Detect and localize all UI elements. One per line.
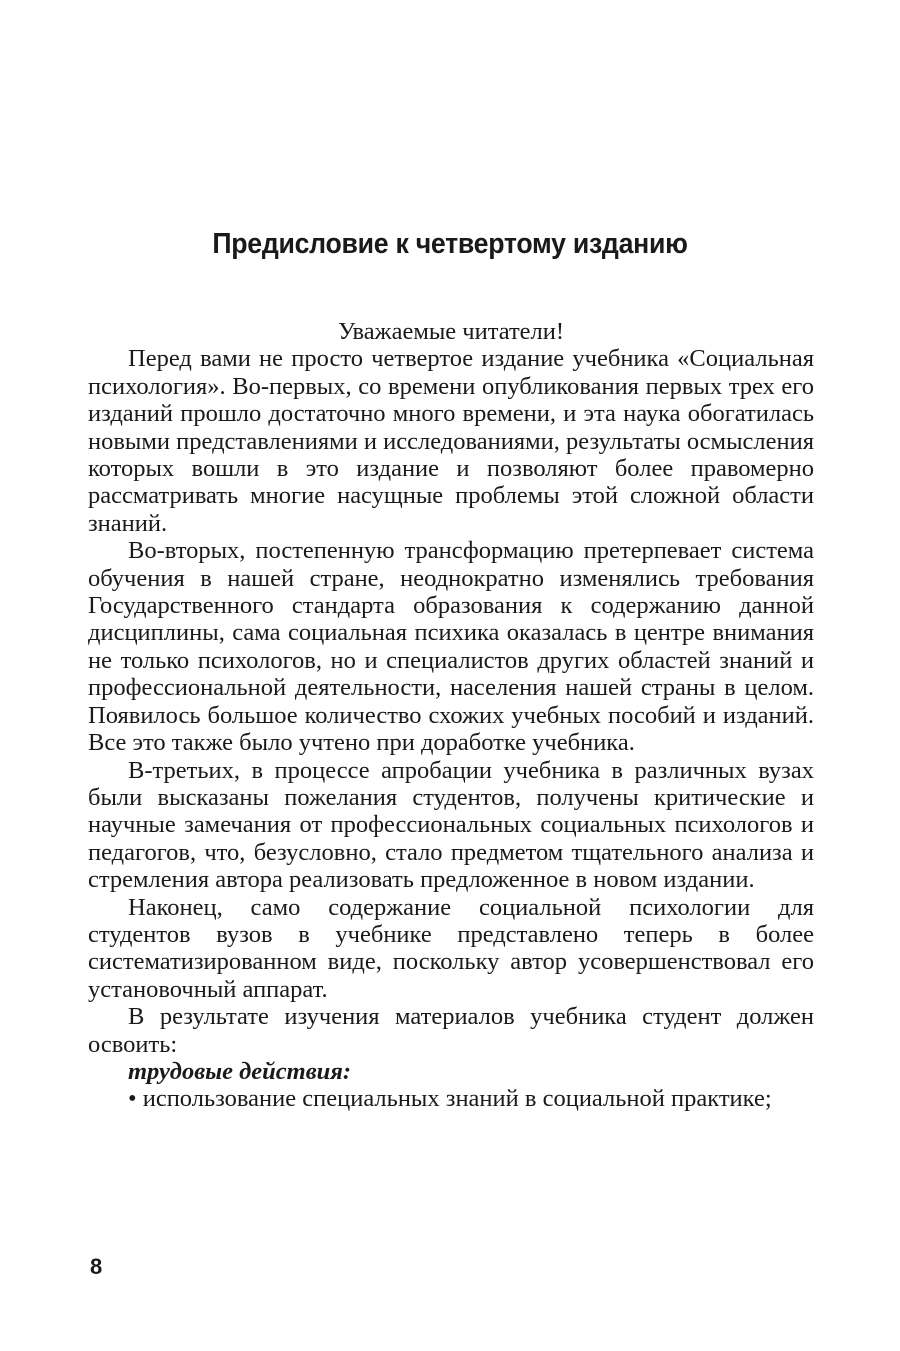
paragraph: Наконец, само содержание социальной психологии для студентов вузов в учебнике представлено теперь в более систематизированном виде, поскольку автор усовершенствовал его установочный аппарат. [88, 893, 814, 1003]
paragraph: В результате изучения материалов учебника студент должен освоить: [88, 1003, 814, 1058]
bullet-item: • использование специальных знаний в социальной практике; [128, 1085, 772, 1113]
paragraph: Во-вторых, постепенную трансформацию претерпевает система обучения в нашей стране, неоднократно изменялись требования Государственного стандарта образования к содержанию данной дисциплины, сама социальная психика оказалась в центре внимания не только психологов, но и специалистов других областей знаний и профессиональной деятельности, населения нашей страны в целом. Появилось большое количество схожих учебных пособий и изданий. Все это также было учтено при доработке учебника. [88, 537, 814, 757]
page-number: 8 [90, 1254, 103, 1279]
page-title: Предисловие к четвертому изданию [212, 228, 688, 260]
body-text [88, 318, 814, 1113]
greeting: Уважаемые читатели! [337, 318, 565, 345]
subheading: трудовые действия: [128, 1057, 352, 1085]
paragraph: Перед вами не просто четвертое издание учебника «Социальная психология». Во-первых, со времени опубликования первых трех его изданий прошло достаточно много времени, и эта наука обогатилась новыми представлениями и исследованиями, результаты осмысления которых вошли в это издание и позволяют более правомерно рассматривать многие насущные проблемы этой сложной области знаний. [88, 345, 814, 537]
paragraph: В-третьих, в процессе апробации учебника в различных вузах были высказаны пожелания студентов, получены критические и научные замечания от профессиональных социальных психологов и педагогов, что, безусловно, стало предметом тщательного анализа и стремления автора реализовать предложенное в новом издании. [88, 756, 814, 894]
